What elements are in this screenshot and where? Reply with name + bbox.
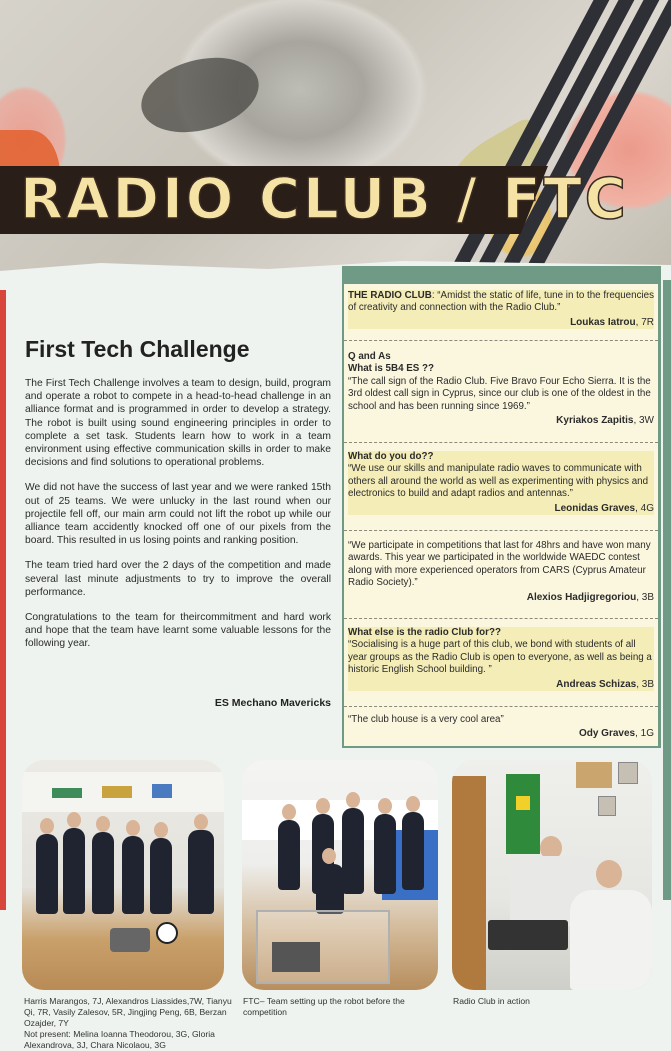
- team-caption: Harris Marangos, 7J, Alexandros Liassides,7W, Tianyu Qi, 7R, Vasily Zalesov, 5R, Jingjing Peng, 6B, Berzan Ozajder, 7Y Not present: Melina Ioanna Theodorou, 3G, Gloria Alexandrova, 3J, Chara Nicolaou, 3G: [24, 996, 232, 1050]
- sponsor-logo: [102, 786, 132, 798]
- signature-name: Ody Graves: [578, 728, 636, 740]
- signature-form: , 3W: [633, 415, 654, 427]
- person: [278, 820, 300, 890]
- person-head: [282, 804, 296, 820]
- person-head: [96, 816, 110, 832]
- sponsor-logo: [152, 784, 172, 798]
- question: What else is the radio Club for??: [348, 627, 501, 638]
- signature-form: , 3B: [636, 591, 654, 603]
- person-head: [406, 796, 420, 812]
- answer: “The club house is a very cool area”: [348, 714, 504, 725]
- qa-block-2: [348, 451, 654, 515]
- signature-name: Loukas Iatrou: [570, 316, 636, 328]
- qa-block-3: [348, 540, 654, 604]
- signature: [348, 503, 654, 515]
- team-photo: [22, 760, 224, 990]
- club-photo: [452, 760, 652, 990]
- signature-name: Alexios Hadjigregoriou: [526, 591, 637, 603]
- paragraph: The team tried hard over the 2 days of the competition and made several last minute adjustments to try to improve the overall performance.: [25, 560, 331, 598]
- divider: [344, 442, 658, 443]
- person: [402, 812, 424, 890]
- picture-frame: [598, 796, 616, 816]
- signature-form: , 4G: [635, 502, 654, 514]
- answer: “We use our skills and manipulate radio waves to communicate with others all around the world as well as experimenting with physics and electronics to build and adapt radios and antennas.”: [348, 463, 649, 500]
- qa-block-4: [348, 627, 654, 691]
- qa-heading: Q and As: [348, 351, 391, 362]
- left-border: [0, 290, 6, 910]
- intro-label: THE RADIO CLUB: [348, 290, 432, 301]
- radio-equipment: [488, 920, 568, 950]
- divider: [344, 706, 658, 707]
- article-body: [25, 377, 331, 663]
- shelf: [452, 776, 486, 990]
- person: [36, 834, 58, 914]
- club-caption: Radio Club in action: [453, 996, 530, 1006]
- person-head: [596, 860, 622, 888]
- robot: [110, 928, 150, 952]
- person: [316, 864, 344, 914]
- person: [63, 828, 85, 914]
- person: [342, 808, 364, 894]
- header-artwork: [0, 0, 671, 290]
- question: What do you do??: [348, 451, 434, 462]
- signature: [348, 415, 654, 427]
- intro-text: : “Amidst the static of life, tune in to the frequencies of creativity and connection with the Radio Club.”: [348, 290, 655, 314]
- person-head: [154, 822, 168, 838]
- right-border: [663, 280, 671, 900]
- robot-setup-photo: [242, 760, 438, 990]
- person-head: [378, 798, 392, 814]
- signature-name: Leonidas Graves: [554, 502, 636, 514]
- qa-block-5: [348, 714, 654, 741]
- person-head: [126, 820, 140, 836]
- question: What is 5B4 ES ??: [348, 363, 435, 375]
- person: [122, 836, 144, 914]
- person-head: [194, 814, 208, 830]
- signature-form: , 7R: [635, 316, 654, 328]
- picture-frame: [618, 762, 638, 784]
- answer: “The call sign of the Radio Club. Five Bravo Four Echo Sierra. It is the 3rd oldest call sign in Cyprus, since our club is one of the oldest in the school and has been running since 1969.”: [348, 375, 651, 412]
- intro-block: [348, 290, 654, 329]
- divider: [344, 530, 658, 531]
- person-head: [40, 818, 54, 834]
- answer: “We participate in competitions that last for 48hrs and have won many awards. This year we participated in the worldwide WAEDC contest along with more experienced operators from CARS (Cyprus Amateur Radio Society).”: [348, 540, 651, 589]
- person-head: [322, 848, 336, 864]
- person-head: [346, 792, 360, 808]
- divider: [344, 340, 658, 341]
- signature: [348, 592, 654, 604]
- answer: “Socialising is a huge part of this club, we bond with students of all year groups as the Radio Club is open to everyone, as well as being a historic English School building. ”: [348, 639, 652, 676]
- signature-name: Kyriakos Zapitis: [556, 415, 634, 427]
- page-title: RADIO CLUB / FTC: [20, 167, 629, 232]
- door: [506, 774, 540, 854]
- paragraph: Congratulations to the team for theircommitment and hard work and hope that the team have learnt some valuable lessons for the following year.: [25, 612, 331, 650]
- artwork-shape: [133, 46, 267, 145]
- person-head: [67, 812, 81, 828]
- person-head: [316, 798, 330, 814]
- picture-frame: [576, 762, 612, 788]
- signature: [348, 317, 654, 329]
- signature: [348, 679, 654, 691]
- divider: [344, 618, 658, 619]
- paragraph: We did not have the success of last year and we were ranked 15th out of 25 teams. We were unlucky in the last round when our projectile fell off, our main arm could not lift the robot up while our alliance team accidently knocked off one of our pixels from the board. This resulted in us losing points and ranking position.: [25, 482, 331, 547]
- signature-form: , 3B: [636, 678, 654, 690]
- person: [92, 832, 114, 914]
- qa-block-1: [348, 351, 654, 427]
- paragraph: The First Tech Challenge involves a team to design, build, program and operate a robot to compete in a head-to-head challenge in an alliance format and is programmed in order to develop a strategy. The robot is built using sound engineering principles in order to complete a set task. Students learn how to work in a team environment using effective communication skills in order to make decisions and find solutions to operational problems.: [25, 378, 331, 469]
- warning-sign: [516, 796, 530, 810]
- signature: [348, 728, 654, 740]
- person-shirt: [570, 890, 652, 990]
- signature-name: Andreas Schizas: [556, 678, 637, 690]
- article-signature: ES Mechano Mavericks: [214, 697, 331, 709]
- person: [374, 814, 396, 894]
- robot-caption: FTC– Team setting up the robot before the competition: [243, 996, 405, 1017]
- person: [188, 830, 214, 914]
- signature-form: , 1G: [635, 728, 654, 740]
- section-heading: First Tech Challenge: [25, 336, 250, 362]
- sponsor-logo: [52, 788, 82, 798]
- robot: [272, 942, 320, 972]
- person: [150, 838, 172, 914]
- mascot: [156, 922, 178, 944]
